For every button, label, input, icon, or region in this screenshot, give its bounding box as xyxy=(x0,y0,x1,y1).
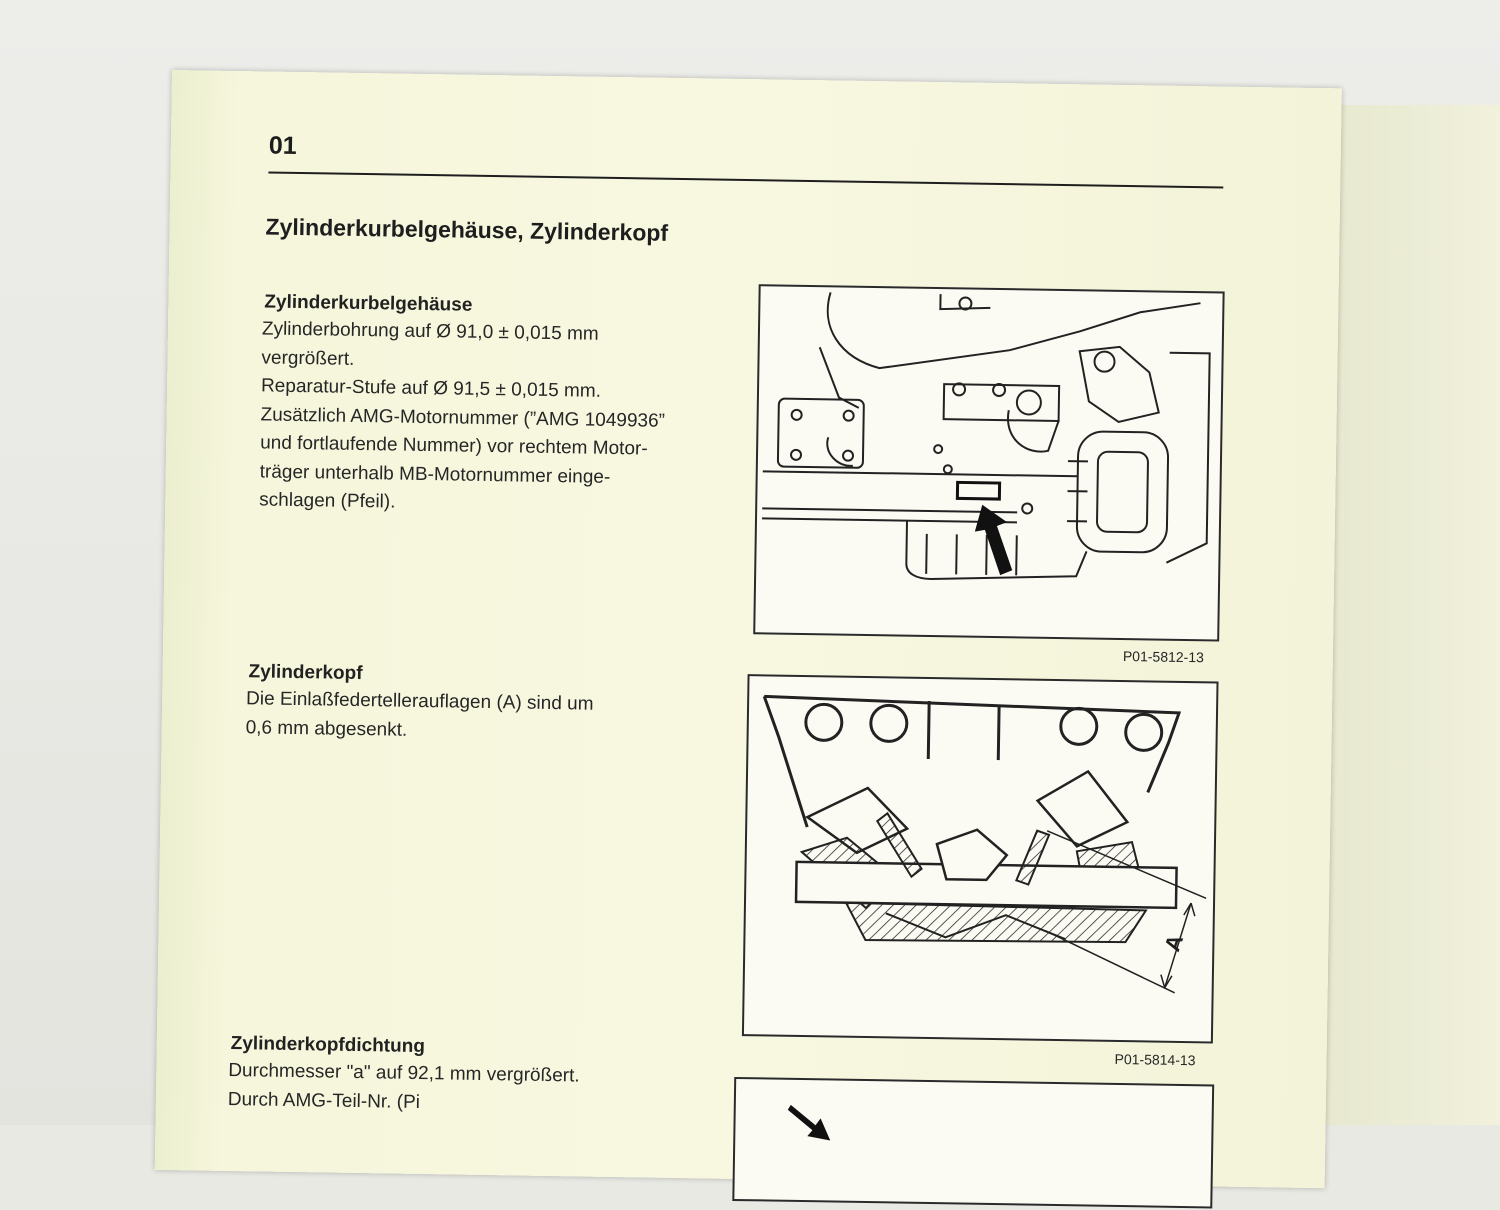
text-line: schlagen (Pfeil). xyxy=(259,489,396,513)
gasket-illustration xyxy=(734,1079,1212,1206)
facing-page xyxy=(1320,105,1500,1125)
text-line: Durchmesser "a" auf 92,1 mm vergrößert. xyxy=(228,1060,580,1087)
figure-engine-side xyxy=(753,284,1224,641)
text-cylinder-head xyxy=(245,685,716,749)
heading-cylinder-head: Zylinderkopf xyxy=(248,661,363,685)
engine-number-box xyxy=(957,482,999,499)
figure1-caption: P01-5812-13 xyxy=(1122,648,1204,666)
heading-crankcase: Zylinderkurbelgehäuse xyxy=(264,291,473,316)
text-head-gasket xyxy=(228,1057,699,1121)
section-title: Zylinderkurbelgehäuse, Zylinderkopf xyxy=(265,213,669,246)
text-line: Die Einlaßfedertellerauflagen (A) sind um xyxy=(245,688,594,715)
figure-head-gasket xyxy=(732,1077,1214,1209)
pointer-arrow-icon xyxy=(787,1105,831,1141)
chapter-number: 01 xyxy=(268,131,297,160)
dimension-label-a: A xyxy=(1159,931,1189,955)
header-rule xyxy=(268,172,1223,189)
pointer-arrow-icon xyxy=(974,505,1013,576)
text-line: 0,6 mm abgesenkt. xyxy=(245,716,408,741)
text-crankcase xyxy=(259,315,732,522)
text-line: träger unterhalb MB-Motornummer einge- xyxy=(259,460,611,488)
cylinder-head-illustration xyxy=(744,676,1217,1041)
text-line: und fortlaufende Nummer) vor rechtem Motor- xyxy=(259,432,648,460)
figure-cylinder-head xyxy=(742,674,1219,1043)
manual-page xyxy=(155,70,1342,1188)
engine-illustration xyxy=(755,286,1222,639)
text-line: Reparatur-Stufe auf Ø 91,5 ± 0,015 mm. xyxy=(260,375,602,402)
text-line: Zusätzlich AMG-Motornummer (”AMG 1049936” xyxy=(260,403,666,432)
text-line: Durch AMG-Teil-Nr. (Pi xyxy=(227,1088,421,1113)
figure2-caption: P01-5814-13 xyxy=(1114,1050,1196,1069)
text-line: vergrößert. xyxy=(261,346,355,370)
text-line: Zylinderbohrung auf Ø 91,0 ± 0,015 mm xyxy=(261,318,599,345)
heading-head-gasket: Zylinderkopfdichtung xyxy=(230,1033,426,1058)
